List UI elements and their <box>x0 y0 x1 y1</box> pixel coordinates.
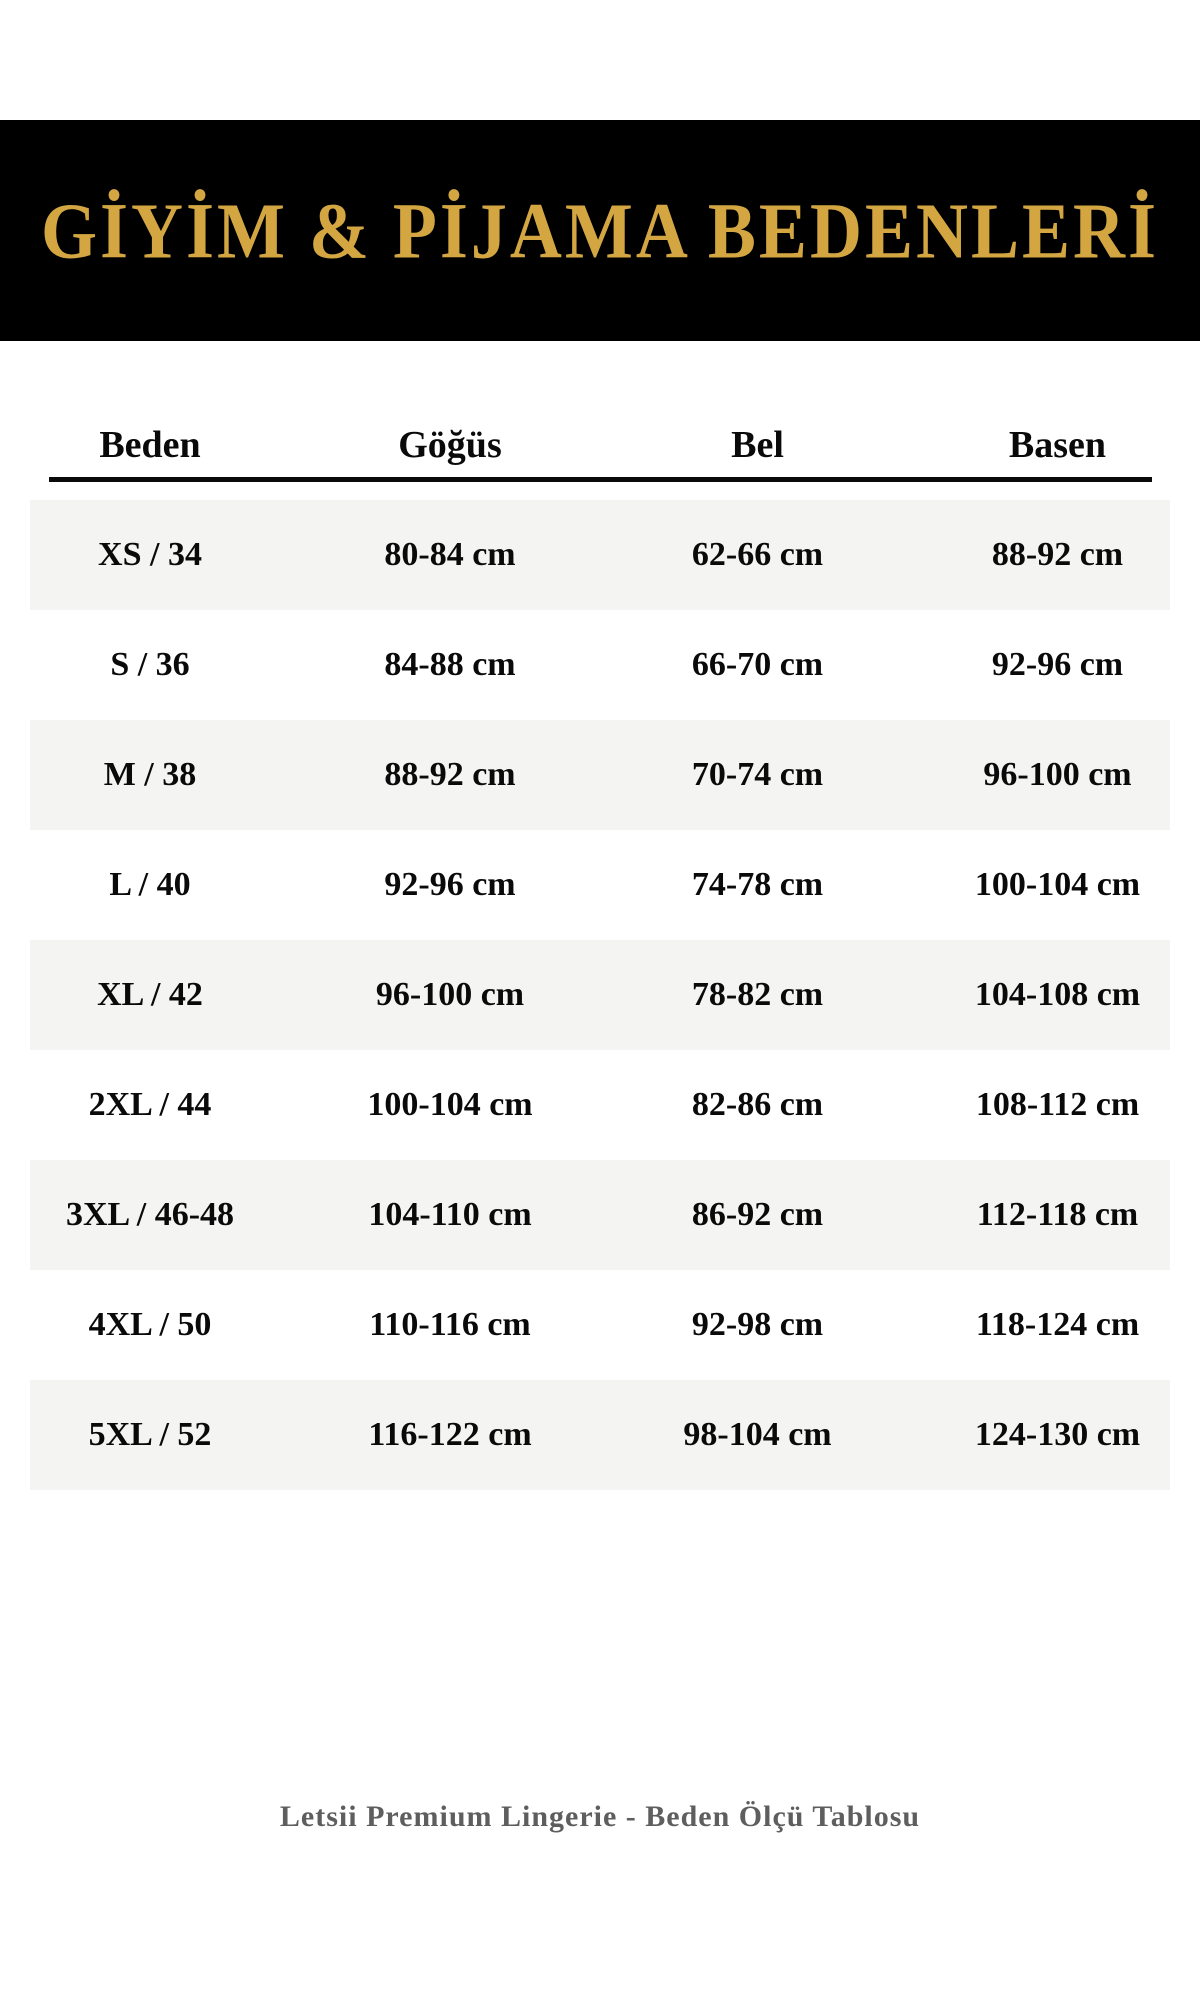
hip-cell: 100-104 cm <box>974 866 1141 903</box>
table-row <box>0 1160 1200 1270</box>
hip-cell: 96-100 cm <box>983 756 1132 793</box>
size-cell: M / 38 <box>103 756 197 793</box>
table-row <box>0 830 1200 940</box>
chest-cell: 104-110 cm <box>368 1196 532 1233</box>
chest-cell: 110-116 cm <box>369 1306 531 1343</box>
column-header-basen: Basen <box>1008 424 1107 466</box>
title-banner <box>0 120 1200 341</box>
hip-cell: 118-124 cm <box>975 1306 1140 1343</box>
table-body <box>0 500 1200 1490</box>
chest-cell: 80-84 cm <box>384 536 516 573</box>
hip-cell: 112-118 cm <box>976 1196 1139 1233</box>
size-cell: S / 36 <box>110 646 190 683</box>
table-row <box>0 720 1200 830</box>
footer <box>0 1800 1200 1834</box>
table-header-row <box>0 408 1200 470</box>
waist-cell: 86-92 cm <box>691 1196 824 1233</box>
column-header-bel: Bel <box>731 424 784 466</box>
header-divider-rule <box>49 477 1152 482</box>
waist-cell: 92-98 cm <box>691 1306 824 1343</box>
column-header-beden: Beden <box>99 424 201 466</box>
hip-cell: 108-112 cm <box>975 1086 1140 1123</box>
size-cell: 5XL / 52 <box>88 1416 212 1453</box>
size-cell: L / 40 <box>109 866 191 903</box>
table-row <box>0 1380 1200 1490</box>
table-row <box>0 500 1200 610</box>
size-cell: 4XL / 50 <box>88 1306 212 1343</box>
column-header-gogus: Göğüs <box>398 424 502 466</box>
table-row <box>0 1050 1200 1160</box>
chest-cell: 84-88 cm <box>384 646 516 683</box>
hip-cell: 88-92 cm <box>991 536 1124 573</box>
footer-caption: Letsii Premium Lingerie - Beden Ölçü Tablosu <box>279 1800 921 1833</box>
size-cell: XL / 42 <box>97 976 203 1013</box>
chest-cell: 116-122 cm <box>368 1416 532 1453</box>
hip-cell: 104-108 cm <box>974 976 1141 1013</box>
size-cell: 2XL / 44 <box>88 1086 212 1123</box>
table-row <box>0 610 1200 720</box>
waist-cell: 62-66 cm <box>691 536 824 573</box>
chest-cell: 96-100 cm <box>375 976 525 1013</box>
chest-cell: 88-92 cm <box>384 756 516 793</box>
waist-cell: 78-82 cm <box>691 976 824 1013</box>
page-title: GİYİM & PİJAMA BEDENLERİ <box>40 186 1160 275</box>
chest-cell: 92-96 cm <box>384 866 516 903</box>
size-cell: XS / 34 <box>98 536 202 573</box>
chest-cell: 100-104 cm <box>367 1086 533 1123</box>
waist-cell: 82-86 cm <box>691 1086 824 1123</box>
table-row <box>0 1270 1200 1380</box>
waist-cell: 74-78 cm <box>691 866 824 903</box>
waist-cell: 66-70 cm <box>691 646 824 683</box>
hip-cell: 92-96 cm <box>991 646 1124 683</box>
table-row <box>0 940 1200 1050</box>
hip-cell: 124-130 cm <box>974 1416 1141 1453</box>
waist-cell: 70-74 cm <box>691 756 824 793</box>
size-cell: 3XL / 46-48 <box>65 1196 235 1233</box>
waist-cell: 98-104 cm <box>683 1416 832 1453</box>
